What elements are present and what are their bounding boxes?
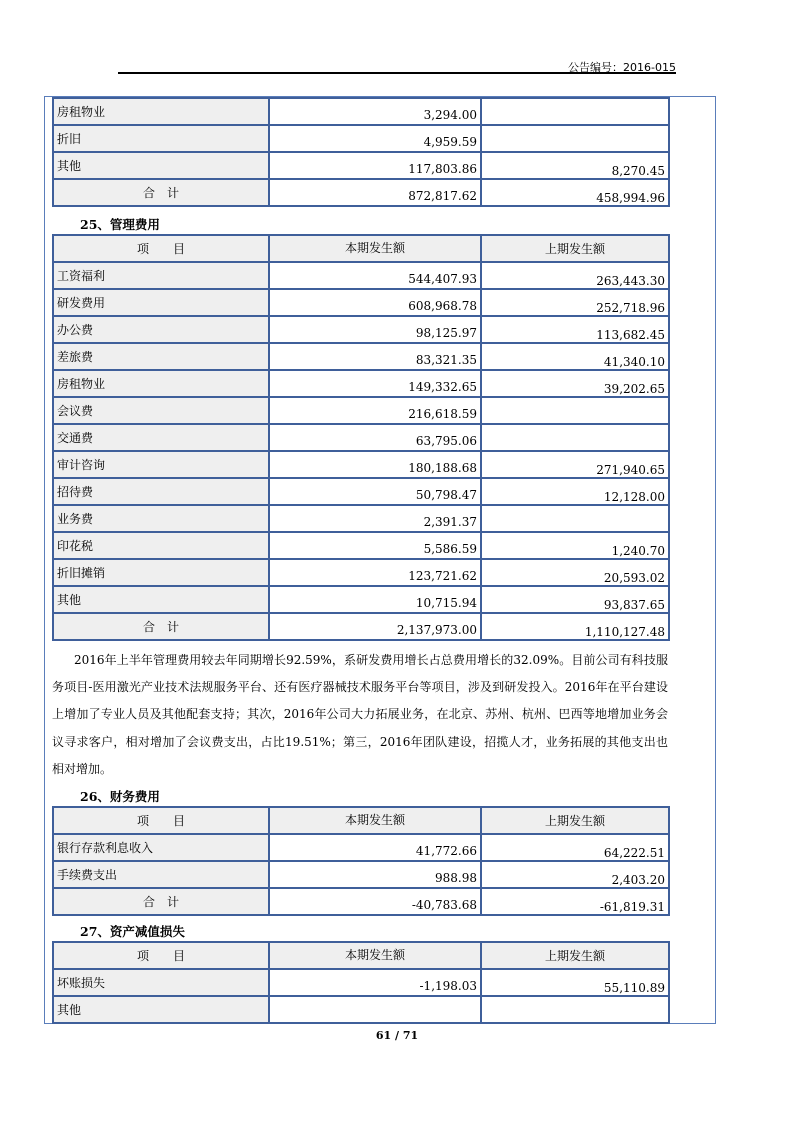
current-period-cell: 本期发生额	[269, 942, 481, 969]
item-cell: 合 计	[53, 888, 269, 915]
item-cell: 其他	[53, 152, 269, 179]
table-header-row	[53, 942, 669, 969]
item-cell: 审计咨询	[53, 451, 269, 478]
table-row	[53, 98, 669, 125]
prior-period-cell: 20,593.02	[481, 559, 669, 586]
item-cell: 业务费	[53, 505, 269, 532]
table-row	[53, 996, 669, 1023]
current-period-cell	[269, 996, 481, 1023]
table-27	[52, 941, 670, 1024]
current-period-cell: 83,321.35	[269, 343, 481, 370]
item-cell: 会议费	[53, 397, 269, 424]
table-row	[53, 125, 669, 152]
prior-period-cell: 64,222.51	[481, 834, 669, 861]
table-row	[53, 262, 669, 289]
item-cell: 房租物业	[53, 98, 269, 125]
item-cell: 手续费支出	[53, 861, 269, 888]
item-cell: 印花税	[53, 532, 269, 559]
item-cell: 折旧	[53, 125, 269, 152]
prior-period-cell: 上期发生额	[481, 807, 669, 834]
prior-period-cell: 263,443.30	[481, 262, 669, 289]
table-row	[53, 505, 669, 532]
item-cell: 折旧摊销	[53, 559, 269, 586]
table-row	[53, 532, 669, 559]
prior-period-cell: 上期发生额	[481, 942, 669, 969]
prior-period-cell: 12,128.00	[481, 478, 669, 505]
current-period-cell: 5,586.59	[269, 532, 481, 559]
prior-period-cell: 271,940.65	[481, 451, 669, 478]
header-rule	[118, 72, 676, 74]
table-row	[53, 152, 669, 179]
item-cell: 研发费用	[53, 289, 269, 316]
prior-period-cell: 39,202.65	[481, 370, 669, 397]
prior-period-cell	[481, 424, 669, 451]
prior-period-cell	[481, 996, 669, 1023]
prior-period-cell: 55,110.89	[481, 969, 669, 996]
table-row	[53, 559, 669, 586]
item-cell: 合 计	[53, 613, 269, 640]
item-cell: 工资福利	[53, 262, 269, 289]
table-header-row	[53, 235, 669, 262]
total-row	[53, 613, 669, 640]
prior-period-cell: 上期发生额	[481, 235, 669, 262]
prior-period-cell: 113,682.45	[481, 316, 669, 343]
current-period-cell: 41,772.66	[269, 834, 481, 861]
current-period-cell: 117,803.86	[269, 152, 481, 179]
prior-period-cell: 2,403.20	[481, 861, 669, 888]
item-cell: 合 计	[53, 179, 269, 206]
current-period-cell: 544,407.93	[269, 262, 481, 289]
current-period-cell: 10,715.94	[269, 586, 481, 613]
item-cell: 银行存款利息收入	[53, 834, 269, 861]
current-period-cell: -1,198.03	[269, 969, 481, 996]
table-24-continued	[52, 97, 668, 207]
item-cell: 交通费	[53, 424, 269, 451]
table-row	[53, 316, 669, 343]
notice-number: 公告编号：2016-015	[568, 61, 676, 74]
current-period-cell: 2,391.37	[269, 505, 481, 532]
section-25-paragraph	[52, 647, 668, 783]
current-period-cell: 4,959.59	[269, 125, 481, 152]
item-cell: 坏账损失	[53, 969, 269, 996]
prior-period-cell: 1,110,127.48	[481, 613, 669, 640]
current-period-cell: 216,618.59	[269, 397, 481, 424]
current-period-cell: 50,798.47	[269, 478, 481, 505]
item-cell: 差旅费	[53, 343, 269, 370]
current-period-cell: 98,125.97	[269, 316, 481, 343]
prior-period-cell: 458,994.96	[481, 179, 669, 206]
current-period-cell: 本期发生额	[269, 807, 481, 834]
current-period-cell: 123,721.62	[269, 559, 481, 586]
table-row	[53, 397, 669, 424]
current-period-cell: 988.98	[269, 861, 481, 888]
table-row	[53, 478, 669, 505]
current-period-cell: -40,783.68	[269, 888, 481, 915]
table-row	[53, 834, 669, 861]
prior-period-cell: -61,819.31	[481, 888, 669, 915]
prior-period-cell	[481, 125, 669, 152]
current-period-cell: 本期发生额	[269, 235, 481, 262]
item-cell: 项 目	[53, 235, 269, 262]
current-period-cell: 2,137,973.00	[269, 613, 481, 640]
section-25-title: 25、管理费用	[80, 217, 160, 232]
table-26	[52, 806, 670, 916]
current-period-cell: 608,968.78	[269, 289, 481, 316]
current-period-cell: 149,332.65	[269, 370, 481, 397]
page-number: 61 / 71	[375, 1029, 419, 1042]
table-25-wrapper	[52, 234, 668, 641]
current-period-cell: 63,795.06	[269, 424, 481, 451]
paragraph-text: 2016年上半年管理费用较去年同期增长92.59%，系研发费用增长占总费用增长的32.09%。目前公司有科技服务项目-医用激光产业技术法规服务平台、还有医疗器械技术服务平台等项目，涉及到研发投入。2016年在平台建设上增加了专业人员及其他配套支持；其次，2016年公司大力拓展业务，在北京、苏州、杭州、巴西等地增加业务会议寻求客户，相对增加了会议费支出，占比19.51%；第三，2016年团队建设，招揽人才，业务拓展的其他支出也相对增加。	[52, 653, 668, 776]
item-cell: 其他	[53, 586, 269, 613]
current-period-cell: 3,294.00	[269, 98, 481, 125]
table-26-wrapper	[52, 806, 668, 916]
prior-period-cell	[481, 397, 669, 424]
table-row	[53, 861, 669, 888]
table-row	[53, 451, 669, 478]
prior-period-cell	[481, 505, 669, 532]
table-27-wrapper	[52, 941, 668, 1024]
current-period-cell: 872,817.62	[269, 179, 481, 206]
total-row	[53, 179, 669, 206]
prior-period-cell	[481, 98, 669, 125]
table-row	[53, 424, 669, 451]
item-cell: 项 目	[53, 807, 269, 834]
current-period-cell: 180,188.68	[269, 451, 481, 478]
item-cell: 办公费	[53, 316, 269, 343]
prior-period-cell: 41,340.10	[481, 343, 669, 370]
table-header-row	[53, 807, 669, 834]
table-row	[53, 343, 669, 370]
section-26-title: 26、财务费用	[80, 789, 160, 804]
prior-period-cell: 252,718.96	[481, 289, 669, 316]
table-row	[53, 969, 669, 996]
section-27-title: 27、资产减值损失	[80, 924, 185, 939]
table-25	[52, 234, 670, 641]
table-row	[53, 370, 669, 397]
item-cell: 房租物业	[53, 370, 269, 397]
item-cell: 招待费	[53, 478, 269, 505]
prior-period-cell: 8,270.45	[481, 152, 669, 179]
table-row	[53, 586, 669, 613]
prior-period-cell: 1,240.70	[481, 532, 669, 559]
prior-period-cell: 93,837.65	[481, 586, 669, 613]
table-row	[53, 289, 669, 316]
total-row	[53, 888, 669, 915]
item-cell: 其他	[53, 996, 269, 1023]
table-24	[52, 97, 670, 207]
item-cell: 项 目	[53, 942, 269, 969]
